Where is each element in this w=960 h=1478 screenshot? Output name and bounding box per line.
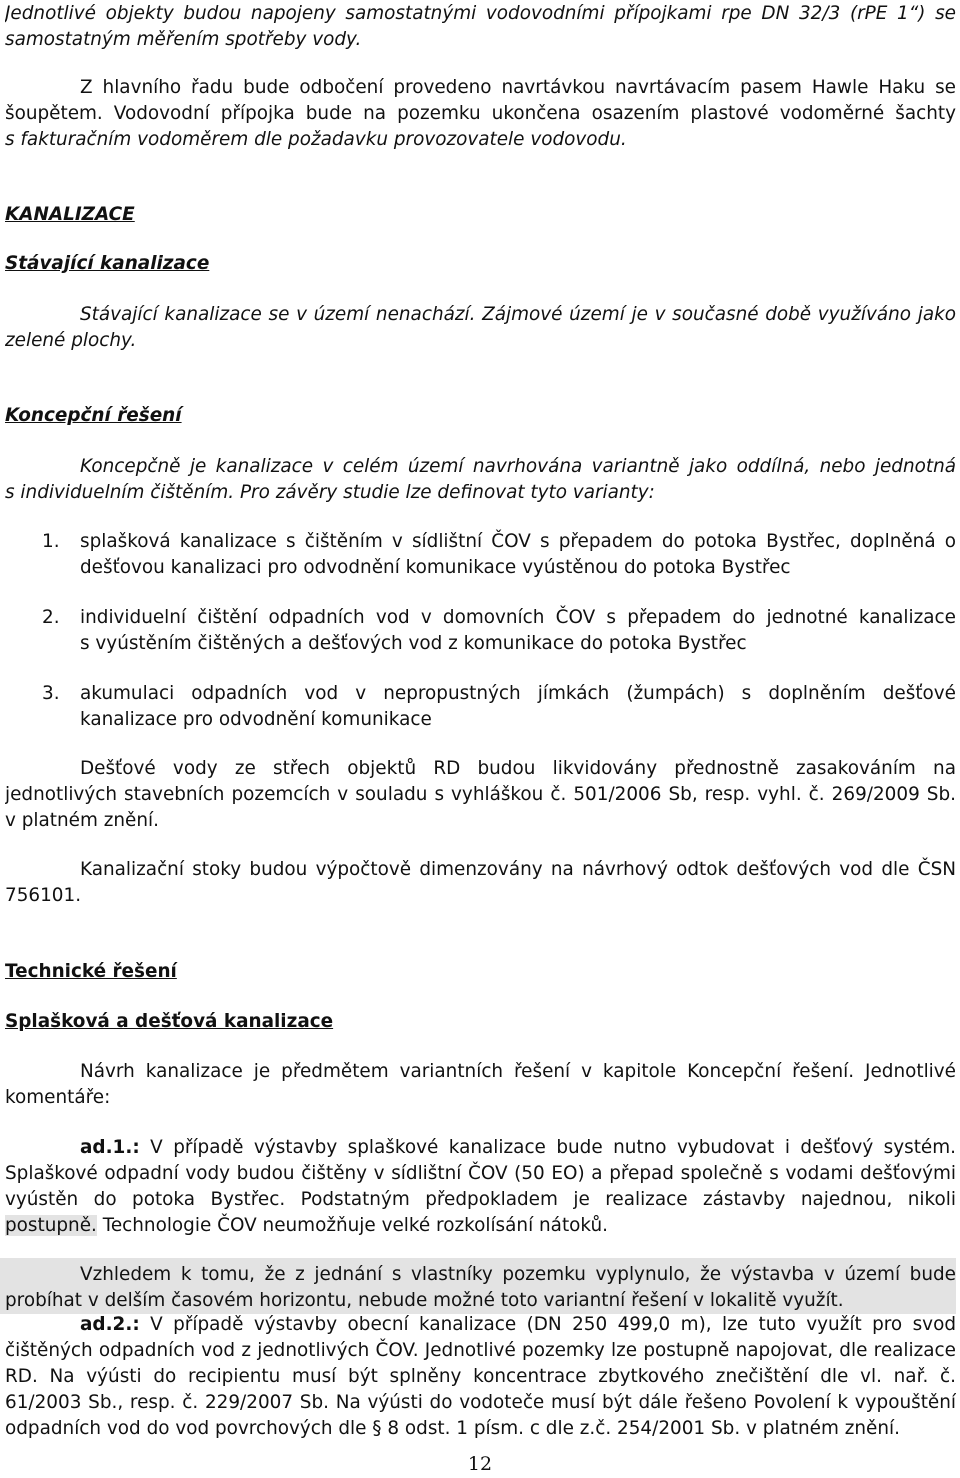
navrh-line-1: Návrh kanalizace je předmětem variantních řešení v kapitole Koncepční řešení. Jednotlivé xyxy=(80,1061,956,1082)
navrh-line-2: komentáře: xyxy=(5,1087,111,1108)
list-item-number: 1. xyxy=(42,531,60,552)
ad1-label: ad.1.: xyxy=(80,1137,140,1158)
list-item-2-line-1: individuelní čištění odpadních vod v domovních ČOV s přepadem do jednotné kanalizace xyxy=(80,607,956,628)
subheading-splaskova: Splašková a dešťová kanalizace xyxy=(5,1011,334,1032)
subheading-technicke: Technické řešení xyxy=(5,961,177,982)
koncepcni-line-2: s individuelním čištěním. Pro závěry studie lze definovat tyto varianty: xyxy=(5,482,655,503)
stoky-line-2: 756101. xyxy=(5,885,82,906)
intro-line-3: Z hlavního řadu bude odbočení provedeno navrtávkou navrtávacím pasem Hawle Haku se xyxy=(80,77,956,98)
list-item-number: 3. xyxy=(42,683,60,704)
vzhledem-line-1: Vzhledem k tomu, že z jednání s vlastníky pozemku vyplynulo, že výstavba v území bude xyxy=(80,1264,956,1285)
list-item-2-line-2: s vyústěním čištěných a dešťových vod z komunikace do potoka Bystřec xyxy=(80,633,747,654)
list-item-3-line-2: kanalizace pro odvodnění komunikace xyxy=(80,709,432,730)
ad1-line-1: ad.1.: V případě výstavby splaškové kanalizace bude nutno vybudovat i dešťový systém. xyxy=(80,1137,956,1158)
destove-line-2: jednotlivých stavebních pozemcích v souladu s vyhláškou č. 501/2006 Sb, resp. vyhl. č. 269/2009 Sb. xyxy=(5,784,956,805)
stoky-line-1: Kanalizační stoky budou výpočtově dimenzovány na návrhový odtok dešťových vod dle ČSN xyxy=(80,859,956,880)
intro-line-5: s fakturačním vodoměrem dle požadavku provozovatele vodovodu. xyxy=(5,129,627,150)
section-heading-kanalizace: KANALIZACE xyxy=(5,204,135,225)
ad1-line-4: postupně. Technologie ČOV neumožňuje velké rozkolísání nátoků. xyxy=(5,1215,608,1236)
intro-line-2: samostatným měřením spotřeby vody. xyxy=(5,29,362,50)
list-item-3-line-1: akumulaci odpadních vod v nepropustných jímkách (žumpách) s doplněním dešťové xyxy=(80,683,956,704)
destove-line-1: Dešťové vody ze střech objektů RD budou likvidovány přednostně zasakováním na xyxy=(80,758,956,779)
list-item-1-line-1: splašková kanalizace s čištěním v sídlištní ČOV s přepadem do potoka Bystřec, doplněná o xyxy=(80,531,956,552)
subheading-koncepcni: Koncepční řešení xyxy=(5,405,182,426)
intro-line-4: šoupětem. Vodovodní přípojka bude na pozemku ukončena osazením plastové vodoměrné šachty xyxy=(5,103,956,124)
page-number: 12 xyxy=(467,1453,493,1475)
subheading-stavajici: Stávající kanalizace xyxy=(5,253,210,274)
destove-line-3: v platném znění. xyxy=(5,810,159,831)
ad2-line-4: 61/2003 Sb., resp. č. 229/2007 Sb. Na výústi do vodoteče musí být dále řešeno Povolení k vypouštění xyxy=(5,1392,956,1413)
ad2-line-3: RD. Na výústi do recipientu musí být splněny koncentrace zbytkového znečištění dle vl. nař. č. xyxy=(5,1366,956,1387)
ad2-line-1: ad.2.: V případě výstavby obecní kanalizace (DN 250 499,0 m), lze tuto využít pro svod xyxy=(80,1314,956,1335)
intro-line-1: Jednotlivé objekty budou napojeny samostatnými vodovodními přípojkami rpe DN 32/3 (rPE 1“) se xyxy=(5,3,956,24)
ad2-line-5: odpadních vod do vod povrchových dle § 8 odst. 1 písm. c dle z.č. 254/2001 Sb. v platném znění. xyxy=(5,1418,900,1439)
koncepcni-line-1: Koncepčně je kanalizace v celém území navrhována variantně jako oddílná, nebo jednotná xyxy=(80,456,956,477)
stavajici-line-1: Stávající kanalizace se v území nenachází. Zájmové území je v současné době využíváno jako xyxy=(80,304,956,325)
vzhledem-line-2: probíhat v delším časovém horizontu, nebude možné toto variantní řešení v lokalitě využít. xyxy=(5,1290,844,1311)
ad1-line-2: Splaškové odpadní vody budou čištěny v sídlištní ČOV (50 EO) a přepad společně s vodami dešťovými xyxy=(5,1163,956,1184)
list-item-number: 2. xyxy=(42,607,60,628)
ad2-line-2: čištěných odpadních vod z jednotlivých ČOV. Jednotlivé pozemky lze postupně napojovat, dle realizace xyxy=(5,1340,956,1361)
ad2-label: ad.2.: xyxy=(80,1314,140,1335)
list-item-1-line-2: dešťovou kanalizaci pro odvodnění komunikace vyústěnou do potoka Bystřec xyxy=(80,557,791,578)
stavajici-line-2: zelené plochy. xyxy=(5,330,137,351)
ad1-line-3: vyústěn do potoka Bystřec. Podstatným předpokladem je realizace zástavby najednou, nikoli xyxy=(5,1189,956,1210)
